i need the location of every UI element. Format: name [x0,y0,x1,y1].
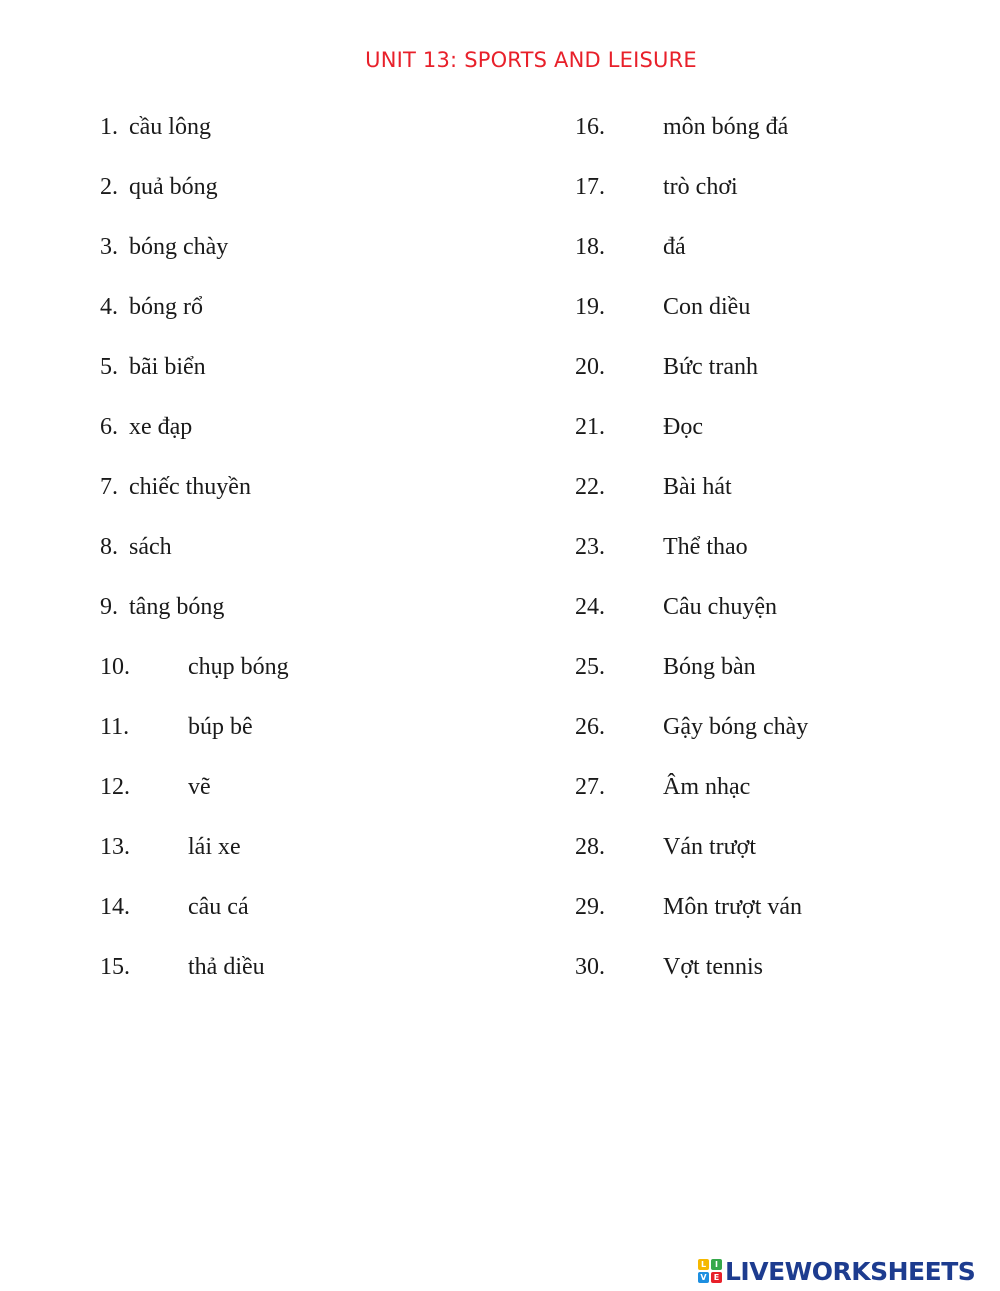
item-word: tâng bóng [129,594,225,620]
item-number: 14. [100,894,130,920]
item-word: Đọc [663,414,703,440]
item-number: 22. [575,474,605,500]
item-word: Môn trượt ván [663,894,803,920]
item-word: Bức tranh [663,354,758,380]
item-number: 29. [575,894,605,920]
liveworksheets-logo [698,1256,975,1286]
item-number: 7. [100,474,118,500]
item-number: 28. [575,834,605,860]
item-word: bóng chày [129,234,229,260]
item-number: 5. [100,354,118,380]
item-word: đá [663,234,686,260]
item-word: vẽ [188,774,211,800]
item-word: Âm nhạc [663,774,751,800]
item-number: 17. [575,174,605,200]
item-word: búp bê [188,714,253,740]
item-word: bãi biển [129,354,206,380]
item-word: lái xe [188,834,241,860]
item-number: 15. [100,954,130,980]
item-number: 23. [575,534,605,560]
item-word: xe đạp [129,414,193,440]
item-word: câu cá [188,894,249,920]
logo-mark-cell: E [711,1272,722,1283]
item-word: Vợt tennis [663,954,764,980]
item-word: trò chơi [663,174,738,200]
item-number: 12. [100,774,130,800]
item-number: 21. [575,414,605,440]
logo-mark-cell: V [698,1272,709,1283]
item-number: 30. [575,954,605,980]
item-word: môn bóng đá [663,114,789,140]
liveworksheets-logo-icon [698,1259,722,1283]
item-word: thả diều [188,954,265,980]
item-number: 13. [100,834,130,860]
item-word: Câu chuyện [663,594,777,620]
item-number: 11. [100,714,130,740]
item-number: 9. [100,594,118,620]
item-word: bóng rổ [129,294,203,320]
item-number: 27. [575,774,605,800]
logo-mark-cell: I [711,1259,722,1270]
item-word: Bài hát [663,474,732,500]
item-word: chụp bóng [188,654,289,680]
item-number: 1. [100,114,118,140]
item-word: Gậy bóng chày [663,714,809,740]
item-number: 16. [575,114,605,140]
item-number: 18. [575,234,605,260]
item-word: Ván trượt [663,834,757,860]
logo-wordmark: LIVEWORKSHEETS [725,1256,976,1286]
item-number: 6. [100,414,118,440]
item-number: 4. [100,294,118,320]
item-number: 2. [100,174,118,200]
item-word: cầu lông [129,114,211,140]
item-word: sách [129,534,172,560]
item-word: Con diều [663,294,751,320]
item-word: quả bóng [129,174,218,200]
item-word: Bóng bàn [663,654,756,680]
item-number: 8. [100,534,118,560]
page-title: UNIT 13: SPORTS AND LEISURE [365,48,697,72]
item-number: 19. [575,294,605,320]
item-number: 10. [100,654,130,680]
logo-mark-cell: L [698,1259,709,1270]
item-number: 20. [575,354,605,380]
item-number: 24. [575,594,605,620]
item-number: 3. [100,234,118,260]
item-word: Thể thao [663,534,748,560]
item-number: 25. [575,654,605,680]
item-number: 26. [575,714,605,740]
item-word: chiếc thuyền [129,474,251,500]
